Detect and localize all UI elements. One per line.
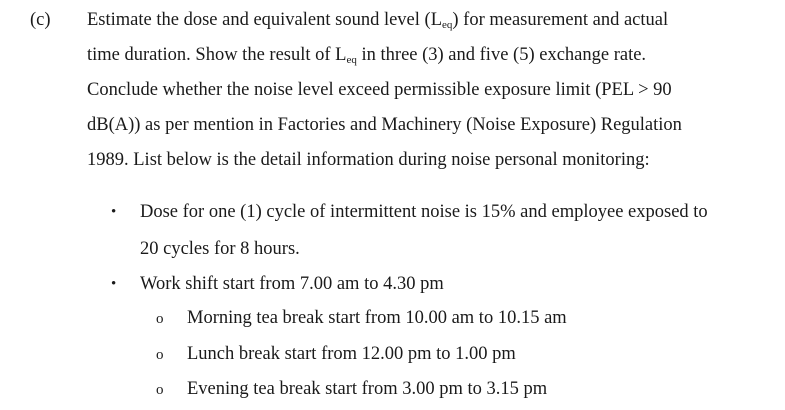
bullet-1-line-2: 20 cycles for 8 hours. [140, 239, 300, 259]
leq-subscript: eq [442, 19, 453, 31]
bullet-2-line-1: Work shift start from 7.00 am to 4.30 pm [140, 274, 444, 294]
question-line-2-part-b: in three (3) and five (5) exchange rate. [356, 45, 647, 65]
question-label: (c) [30, 10, 51, 30]
bullet-1-line-1: Dose for one (1) cycle of intermittent noise is 15% and employee exposed to [140, 202, 708, 222]
question-line-4: dB(A)) as per mention in Factories and Machinery (Noise Exposure) Regulation [87, 115, 682, 135]
question-line-2-part-a: time duration. Show the result of L [87, 45, 347, 65]
sub-bullet-2: Lunch break start from 12.00 pm to 1.00 pm [187, 344, 516, 364]
sub-bullet-1: Morning tea break start from 10.00 am to 10.15 am [187, 308, 567, 328]
question-line-3: Conclude whether the noise level exceed permissible exposure limit (PEL > 90 [87, 80, 672, 100]
bullet-marker: • [111, 276, 117, 292]
question-line-1 [87, 8, 668, 32]
leq-subscript: eq [346, 54, 357, 66]
sub-bullet-marker: o [156, 382, 164, 398]
question-line-1-part-b: ) for measurement and actual [452, 10, 669, 30]
sub-bullet-3: Evening tea break start from 3.00 pm to 3.15 pm [187, 379, 548, 399]
bullet-marker: • [111, 204, 117, 220]
question-line-5: 1989. List below is the detail information during noise personal monitoring: [87, 150, 650, 170]
question-line-1-part-a: Estimate the dose and equivalent sound level (L [87, 10, 442, 30]
sub-bullet-marker: o [156, 311, 164, 327]
sub-bullet-marker: o [156, 347, 164, 363]
question-line-2 [87, 43, 646, 67]
